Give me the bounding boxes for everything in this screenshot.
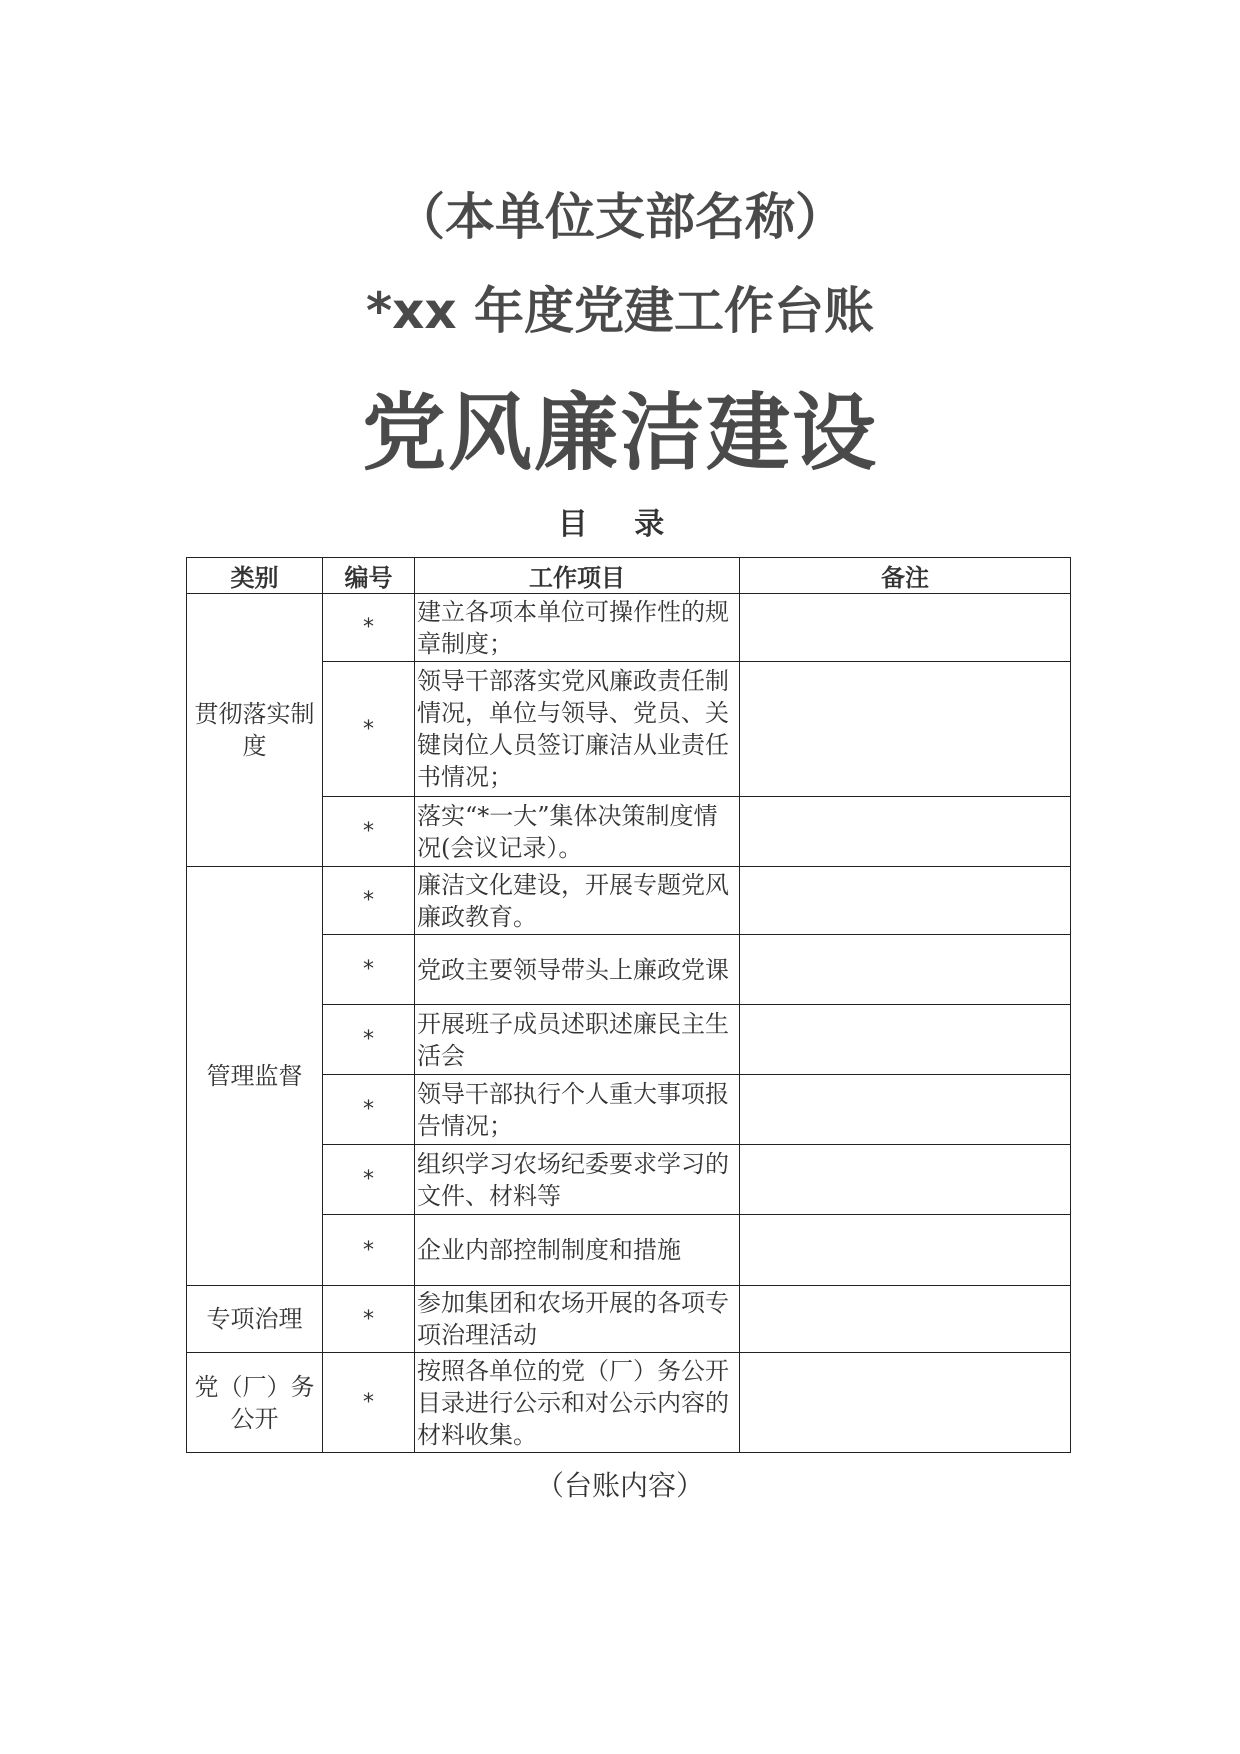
column-header-note: 备注 <box>740 558 1071 594</box>
work-item-cell: 按照各单位的党（厂）务公开目录进行公示和对公示内容的材料收集。 <box>415 1353 740 1453</box>
number-cell: * <box>323 1286 415 1353</box>
work-item-cell: 廉洁文化建设，开展专题党风廉政教育。 <box>415 867 740 935</box>
ledger-content-label: （台账内容） <box>535 1469 704 1502</box>
note-cell <box>740 662 1071 797</box>
work-item-cell: 领导干部执行个人重大事项报告情况； <box>415 1075 740 1145</box>
note-cell <box>740 1145 1071 1215</box>
category-cell: 管理监督 <box>187 867 323 1286</box>
work-item-cell: 开展班子成员述职述廉民主生活会 <box>415 1005 740 1075</box>
work-item-cell: 参加集团和农场开展的各项专项治理活动 <box>415 1286 740 1353</box>
table-row <box>187 867 1071 935</box>
number-cell: * <box>323 1353 415 1453</box>
table-header-row <box>187 558 1071 594</box>
category-cell: 党（厂）务公开 <box>187 1353 323 1453</box>
toc-heading: 目 录 <box>557 507 683 542</box>
note-cell <box>740 1353 1071 1453</box>
note-cell <box>740 1286 1071 1353</box>
category-cell: 专项治理 <box>187 1286 323 1353</box>
work-item-cell: 领导干部落实党风廉政责任制情况，单位与领导、党员、关键岗位人员签订廉洁从业责任书情况； <box>415 662 740 797</box>
note-cell <box>740 1215 1071 1286</box>
table-row <box>187 1353 1071 1453</box>
category-cell: 贯彻落实制度 <box>187 594 323 867</box>
number-cell: * <box>323 1075 415 1145</box>
note-cell <box>740 797 1071 867</box>
note-cell <box>740 1075 1071 1145</box>
ledger-table <box>186 557 1071 1453</box>
number-cell: * <box>323 662 415 797</box>
table-row <box>187 1286 1071 1353</box>
note-cell <box>740 867 1071 935</box>
number-cell: * <box>323 797 415 867</box>
ledger-title: *xx 年度党建工作台账 <box>365 282 875 340</box>
work-item-cell: 组织学习农场纪委要求学习的文件、材料等 <box>415 1145 740 1215</box>
note-cell <box>740 1005 1071 1075</box>
work-item-cell: 企业内部控制制度和措施 <box>415 1215 740 1286</box>
column-header-work-item: 工作项目 <box>415 558 740 594</box>
column-header-number: 编号 <box>323 558 415 594</box>
note-cell <box>740 935 1071 1005</box>
table-row <box>187 594 1071 662</box>
section-title: 党风廉洁建设 <box>361 384 878 482</box>
number-cell: * <box>323 1005 415 1075</box>
number-cell: * <box>323 594 415 662</box>
number-cell: * <box>323 1145 415 1215</box>
work-item-cell: 落实“*一大”集体决策制度情况(会议记录）。 <box>415 797 740 867</box>
work-item-cell: 建立各项本单位可操作性的规章制度； <box>415 594 740 662</box>
note-cell <box>740 594 1071 662</box>
work-item-cell: 党政主要领导带头上廉政党课 <box>415 935 740 1005</box>
number-cell: * <box>323 867 415 935</box>
number-cell: * <box>323 935 415 1005</box>
org-name-title: （本单位支部名称） <box>395 188 845 246</box>
column-header-category: 类别 <box>187 558 323 594</box>
number-cell: * <box>323 1215 415 1286</box>
